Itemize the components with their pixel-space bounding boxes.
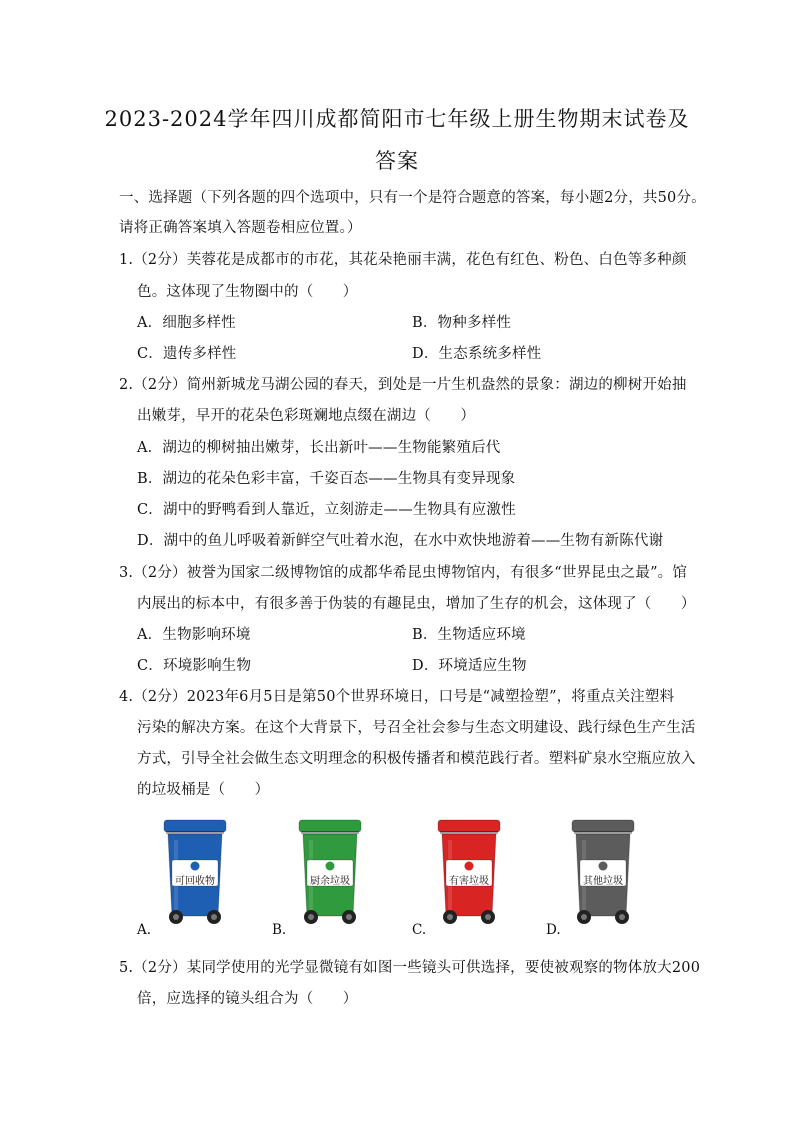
question-5-text: 5.（2分）某同学使用的光学显微镜有如图一些镜头可供选择，要使被观察的物体放大200: [119, 960, 701, 976]
garbage-bin-option-letter: A.: [137, 922, 152, 938]
question-2-option-a: A．湖边的柳树抽出嫩芽，长出新叶——生物能繁殖后代: [137, 440, 501, 456]
garbage-bin-option-letter: D.: [546, 922, 561, 938]
question-4-text-cont: 污染的解决方案。在这个大背景下，号召全社会参与生态文明建设、践行绿色生产生活: [137, 720, 696, 736]
question-3-text-cont: 内展出的标本中，有很多善于伪装的有趣昆虫，增加了生存的机会，这体现了（ ）: [137, 596, 696, 612]
question-2-option-d: D．湖中的鱼儿呼吸着新鲜空气吐着水泡，在水中欢快地游着——生物有新陈代谢: [137, 533, 664, 549]
question-1-option-d: D．生态系统多样性: [412, 346, 542, 362]
question-2-text-cont: 出嫩芽，早开的花朵色彩斑斓地点缀在湖边（ ）: [137, 408, 476, 424]
question-2-option-c: C．湖中的野鸭看到人靠近，立刻游走——生物具有应激性: [137, 502, 516, 518]
question-1-text: 1.（2分）芙蓉花是成都市的市花，其花朵艳丽丰满，花色有红色、粉色、白色等多种颜: [119, 252, 687, 268]
garbage-bin-label: 可回收物: [175, 876, 215, 887]
question-3-option-a: A．生物影响环境: [137, 627, 251, 643]
section-heading: 一、选择题（下列各题的四个选项中，只有一个是符合题意的答案，每小题2分，共50分。: [119, 190, 706, 206]
garbage-bin-d: [570, 818, 636, 930]
garbage-bin-label: 厨余垃圾: [310, 876, 350, 887]
question-2-option-b: B．湖边的花朵色彩丰富，千姿百态——生物具有变异现象: [137, 471, 516, 487]
section-heading-cont: 请将正确答案填入答题卷相应位置。）: [119, 220, 362, 236]
question-1-option-c: C．遗传多样性: [137, 346, 237, 362]
garbage-bin-label: 有害垃圾: [449, 876, 489, 887]
question-4-text-cont: 的垃圾桶是（ ）: [137, 782, 270, 798]
question-4-text: 4.（2分）2023年6月5日是第50个世界环境日，口号是“减塑捡塑”，将重点关注塑料: [119, 689, 675, 705]
question-3-text: 3.（2分）被誉为国家二级博物馆的成都华希昆虫博物馆内，有很多“世界昆虫之最”。馆: [119, 565, 688, 581]
question-3-option-d: D．环境适应生物: [412, 658, 527, 674]
document-title-line1: 2023-2024学年四川成都简阳市七年级上册生物期末试卷及: [104, 107, 690, 131]
question-5-text-cont: 倍，应选择的镜头组合为（ ）: [137, 991, 358, 1007]
question-1-option-a: A．细胞多样性: [137, 315, 236, 331]
question-1-option-b: B．物种多样性: [412, 315, 512, 331]
garbage-bin-b: [297, 818, 363, 930]
question-3-option-b: B．生物适应环境: [412, 627, 526, 643]
garbage-bin-option-letter: C.: [412, 922, 427, 938]
garbage-bin-a: [162, 818, 228, 930]
question-3-option-c: C．环境影响生物: [137, 658, 252, 674]
document-title-line2: 答案: [375, 149, 419, 173]
question-2-text: 2.（2分）简州新城龙马湖公园的春天，到处是一片生机盎然的景象：湖边的柳树开始抽: [119, 377, 687, 393]
question-4-text-cont: 方式，引导全社会做生态文明理念的积极传播者和模范践行者。塑料矿泉水空瓶应放入: [137, 751, 696, 767]
garbage-bin-c: [436, 818, 502, 930]
garbage-bin-label: 其他垃圾: [583, 876, 623, 887]
garbage-bin-option-letter: B.: [272, 922, 287, 938]
question-1-text-cont: 色。这体现了生物圈中的（ ）: [137, 284, 358, 300]
